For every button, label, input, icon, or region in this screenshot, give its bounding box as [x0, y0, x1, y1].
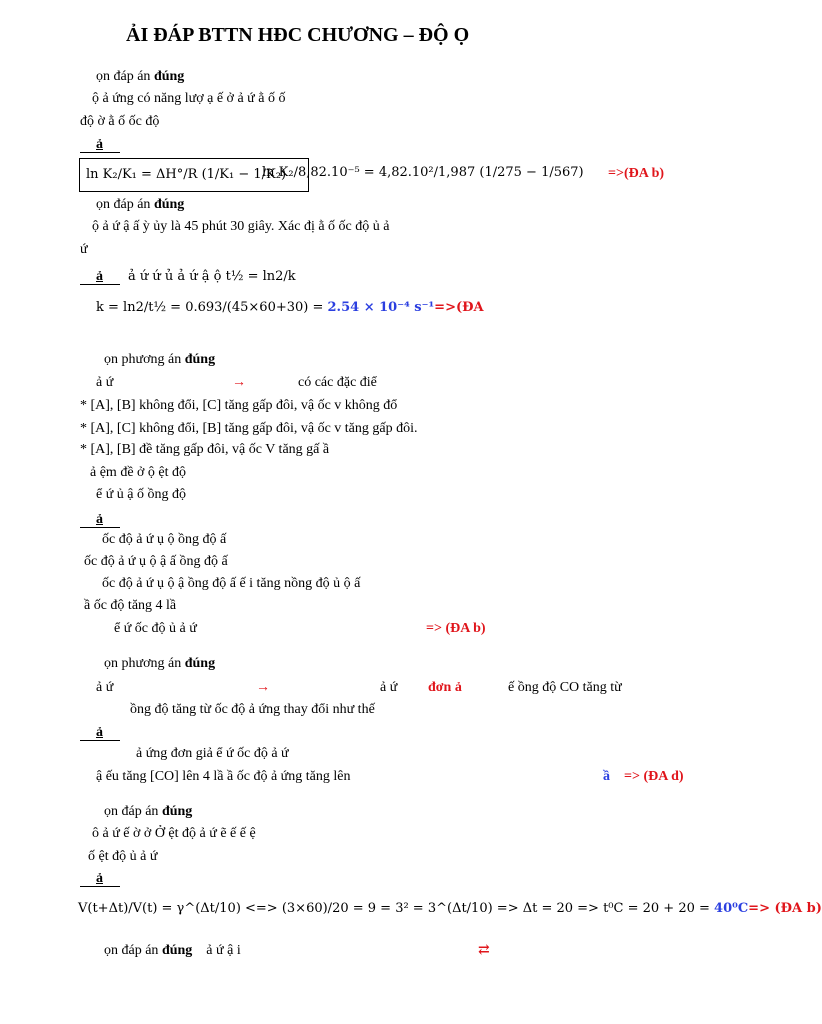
- q3-option-2: * [A], [C] không đổi, [B] tăng gấp đôi, vậ ốc v tăng gấp đôi.: [80, 421, 418, 436]
- q3-answer: => (ĐA b): [426, 621, 486, 636]
- reaction-arrow-icon: →: [232, 375, 246, 390]
- q3-option-3: * [A], [B] đề tăng gấp đôi, vậ ốc V tăng gấ ầ: [80, 442, 330, 457]
- q3-step-4: ầ ốc độ tăng 4 lầ: [84, 598, 177, 613]
- q1-formula: ln K₂/8,82.10⁻⁵ = 4,82.10²/1,987 (1/275 − 1/567): [262, 165, 584, 180]
- q2-solution-line: ả ứ ứ ủ ả ứ ậ ộ t½ = ln2/k: [128, 269, 296, 284]
- q1-answer: =>(ĐA b): [608, 166, 665, 181]
- q5-line1: ô ả ứ ế ờ ở Ở ệt độ ả ứ ẽ ế ế ệ: [92, 826, 256, 841]
- q5-temperature: 40⁰C: [714, 901, 749, 916]
- q4-prompt: ọn phương án đúng: [104, 656, 216, 671]
- q5-answer: => (ĐA b): [748, 901, 822, 916]
- q3-option-1: * [A], [B] không đổi, [C] tăng gấp đôi, vậ ốc v không đổ: [80, 398, 398, 413]
- q3-line5: ả ệm đề ở ộ ệt độ: [90, 465, 187, 480]
- q5-formula: V(t+Δt)/V(t) = γ^(Δt/10) <=> (3×60)/20 = 9 = 3² = 3^(Δt/10) => Δt = 20 => t⁰C = 20 + 20 = 40⁰C=> (ĐA b): [78, 901, 822, 916]
- q2-formula: k = ln2/t½ = 0.693/(45×60+30) = 2.54 × 10⁻⁴ s⁻¹=>(ĐA: [96, 300, 484, 315]
- page-title: ẢI ĐÁP BTTN HĐC CHƯƠNG – ĐỘ Ọ: [126, 24, 470, 46]
- q1-heading-underline: [80, 152, 120, 153]
- q2-solution-heading: ả: [96, 269, 103, 284]
- q3-solution-heading: ả: [96, 512, 103, 527]
- q5-heading-underline: [80, 886, 120, 887]
- q1-line1: ộ ả ứng có năng lượ ạ ế ở ả ứ ằ ố ố: [92, 91, 286, 106]
- q2-heading-underline: [80, 284, 120, 285]
- q6-prompt: ọn đáp án đúng ả ứ ậ i: [104, 943, 241, 958]
- q4-answer: => (ĐA d): [624, 769, 684, 784]
- q5-line2: ố ệt độ ủ ả ứ: [88, 849, 158, 864]
- q3-step-1: ốc độ ả ứ ụ ộ ồng độ ấ: [102, 532, 227, 547]
- q4-solution-heading: ả: [96, 725, 103, 740]
- q3-line6: ể ứ ủ ậ ố ồng độ: [96, 487, 187, 502]
- q4-line1: ả ứ → ả ứ đơn ả ế ồng độ CO tăng từ: [96, 680, 622, 695]
- q4-highlight: ầ: [603, 769, 610, 784]
- q2-line2: ứ: [80, 242, 88, 257]
- q2-answer: =>(ĐA: [434, 300, 484, 315]
- q3-prompt: ọn phương án đúng: [104, 352, 216, 367]
- equilibrium-arrow-icon: ⇄: [478, 943, 490, 958]
- reaction-arrow-icon: →: [256, 680, 270, 695]
- q4-step-2: ậ ếu tăng [CO] lên 4 lầ ầ ốc độ ả ứng tăng lên: [96, 769, 351, 784]
- q2-rate-constant: 2.54 × 10⁻⁴ s⁻¹: [327, 300, 435, 315]
- q2-line1: ộ ả ứ ậ ấ ỳ ủy là 45 phút 30 giây. Xác đị ằ ố ốc độ ủ ả: [92, 219, 390, 234]
- q5-solution-heading: ả: [96, 871, 103, 886]
- q1-prompt: ọn đáp án đúng: [96, 69, 185, 84]
- q2-prompt: ọn đáp án đúng: [96, 197, 185, 212]
- q5-prompt: ọn đáp án đúng: [104, 804, 193, 819]
- q3-step-3: ốc độ ả ứ ụ ộ ậ ồng độ ấ ế i tăng nồng độ ủ ộ ấ: [102, 576, 361, 591]
- q3-line1: ả ứ → có các đặc điể: [96, 375, 377, 390]
- q3-step-5: ể ứ ốc độ ủ ả ứ: [114, 621, 197, 636]
- q4-line2: ồng độ tăng từ ốc độ ả ứng thay đổi như thế: [130, 702, 375, 717]
- q1-solution-heading: ả: [96, 137, 103, 152]
- q3-step-2: ốc độ ả ứ ụ ộ ậ ấ ồng độ ấ: [84, 554, 228, 569]
- q1-line2: độ ờ ằ ố ốc độ: [80, 114, 160, 129]
- q3-heading-underline: [80, 527, 120, 528]
- q4-heading-underline: [80, 740, 120, 741]
- q4-step-1: ả ứng đơn giả ể ứ ốc độ ả ứ: [136, 746, 289, 761]
- q1-formula-box: ln K₂/K₁ = ΔH°/R (1/K₁ − 1/K₂): [79, 158, 309, 192]
